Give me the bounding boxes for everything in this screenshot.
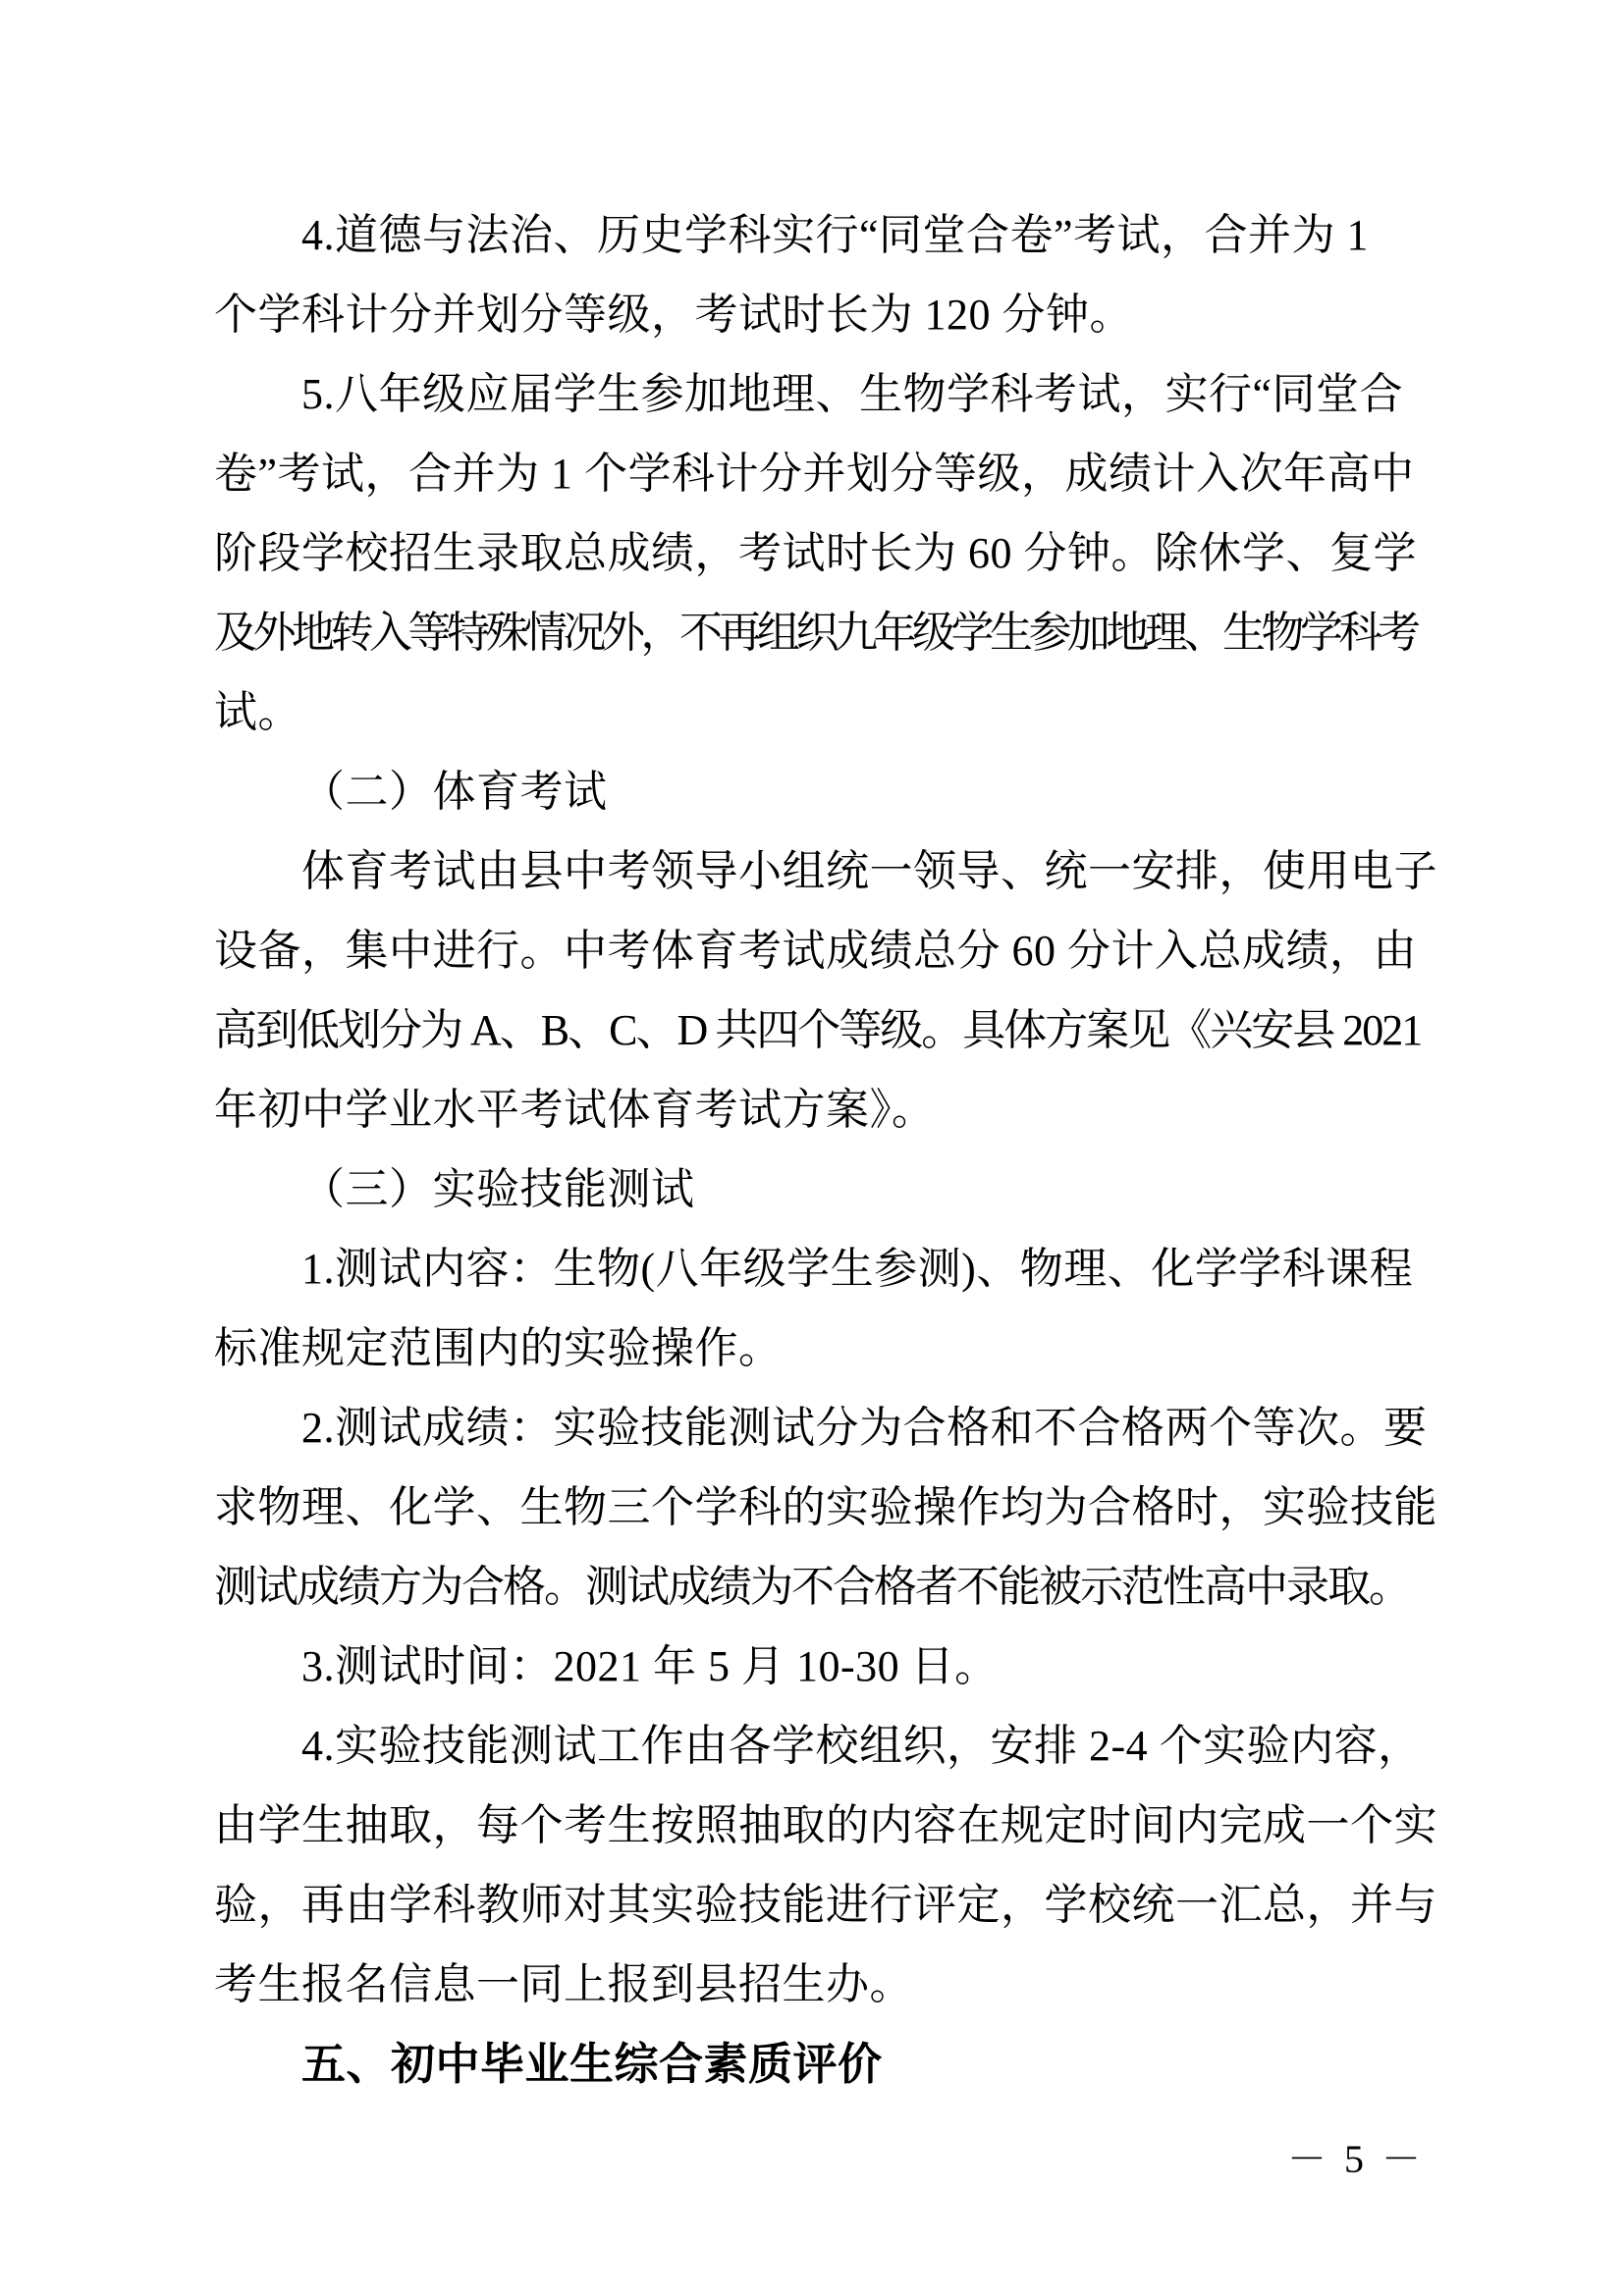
text-line: 验，再由学科教师对其实验技能进行评定，学校统一汇总，并与 <box>214 1881 1437 1929</box>
subsection-heading: （三）实验技能测试 <box>301 1165 695 1213</box>
text-line: 卷”考试，合并为 1 个学科计分并划分等级，成绩计入次年高中 <box>214 450 1415 498</box>
text-line: 4.实验技能测试工作由各学校组织，安排 2-4 个实验内容， <box>301 1722 1422 1770</box>
text-line: 由学生抽取，每个考生按照抽取的内容在规定时间内完成一个实 <box>214 1801 1437 1849</box>
subsection-heading: （二）体育考试 <box>301 768 608 816</box>
text-line: 3.测试时间：2021 年 5 月 10-30 日。 <box>301 1642 999 1690</box>
page-number: － 5 － <box>1287 2137 1425 2181</box>
text-line: 体育考试由县中考领导小组统一领导、统一安排，使用电子 <box>301 847 1437 895</box>
text-line: 标准规定范围内的实验操作。 <box>214 1324 783 1372</box>
text-line: 阶段学校招生录取总成绩，考试时长为 60 分钟。除休学、复学 <box>214 529 1417 577</box>
document-body <box>214 195 1437 2104</box>
text-line: 1.测试内容：生物(八年级学生参测)、物理、化学学科课程 <box>301 1245 1414 1293</box>
text-line: 测试成绩方为合格。测试成绩为不合格者不能被示范性高中录取。 <box>214 1563 1410 1611</box>
section-heading: 五、初中毕业生综合素质评价 <box>301 2039 883 2089</box>
text-line: 设备，集中进行。中考体育考试成绩总分 60 分计入总成绩，由 <box>214 927 1417 975</box>
text-line: 年初中学业水平考试体育考试方案》。 <box>214 1086 936 1134</box>
text-line: 2.测试成绩：实验技能测试分为合格和不合格两个等次。要 <box>301 1404 1428 1452</box>
text-line: 试。 <box>214 688 301 736</box>
text-line: 4.道德与法治、历史学科实行“同堂合卷”考试，合并为 1 <box>301 211 1370 259</box>
text-line: 高到低划分为 A、B、C、D 共四个等级。具体方案见《兴安县 2021 <box>214 1006 1422 1054</box>
text-line: 及外地转入等特殊情况外，不再组织九年级学生参加地理、生物学科考 <box>214 609 1417 657</box>
text-line: 5.八年级应届学生参加地理、生物学科考试，实行“同堂合 <box>301 370 1404 418</box>
text-line: 个学科计分并划分等级，考试时长为 120 分钟。 <box>214 291 1133 339</box>
text-line: 考生报名信息一同上报到县招生办。 <box>214 1960 913 2008</box>
text-line: 求物理、化学、生物三个学科的实验操作均为合格时，实验技能 <box>214 1483 1437 1531</box>
